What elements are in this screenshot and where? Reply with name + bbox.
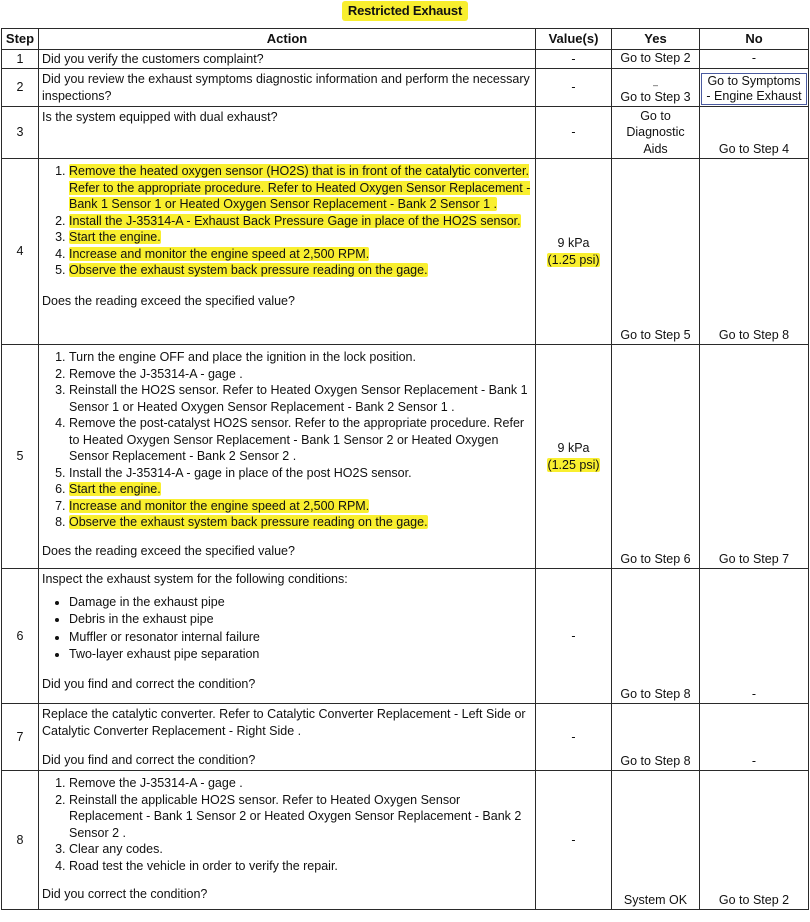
step-action (39, 771, 536, 910)
step-action (39, 345, 536, 569)
step-number: 1 (2, 50, 39, 69)
no-cell: Go to Step 8 (700, 159, 809, 345)
list-item: 1. Turn the engine OFF and place the ignition in the lock position. (69, 349, 532, 366)
no-cell: Go to Step 4 (700, 107, 809, 159)
list-item: • Damage in the exhaust pipe (69, 594, 532, 611)
step-value (536, 159, 612, 345)
condition-list (42, 594, 532, 663)
list-item: 2. Install the J-35314-A - Exhaust Back Pressure Gage in place of the HO2S sensor. (69, 213, 532, 230)
header-action: Action (39, 29, 536, 50)
step-value: - (536, 69, 612, 107)
yes-cell: Go to Step 6 (612, 345, 700, 569)
no-cell: Go to Step 2 (700, 771, 809, 910)
step-value: - (536, 569, 612, 704)
step-value: - (536, 704, 612, 771)
document-title: Restricted Exhaust (342, 1, 468, 21)
step-value: - (536, 771, 612, 910)
list-item: 8. Observe the exhaust system back pressure reading on the gage. (69, 514, 532, 531)
step-number: 6 (2, 569, 39, 704)
step-question: Does the reading exceed the specified value? (42, 543, 295, 558)
step-action (39, 159, 536, 345)
no-cell: Go to Step 7 (700, 345, 809, 569)
header-yes: Yes (612, 29, 700, 50)
yes-cell: System OK (612, 771, 700, 910)
header-values: Value(s) (536, 29, 612, 50)
step-value: - (536, 50, 612, 69)
step-value: - (536, 107, 612, 159)
step-number: 5 (2, 345, 39, 569)
no-cell (700, 69, 809, 107)
step-value (536, 345, 612, 569)
step-question: Does the reading exceed the specified value? (42, 293, 295, 308)
list-item: 4. Increase and monitor the engine speed at 2,500 RPM. (69, 246, 532, 263)
list-item: 5. Install the J-35314-A - gage in place of the post HO2S sensor. (69, 465, 532, 482)
list-item: 1. Remove the J-35314-A - gage . (69, 775, 532, 792)
step-action (39, 569, 536, 704)
list-item: • Two-layer exhaust pipe separation (69, 646, 532, 663)
step-number: 3 (2, 107, 39, 159)
header-no: No (700, 29, 809, 50)
step-question: Did you review the exhaust symptoms diagnostic information and perform the necessary inspections? (39, 69, 536, 107)
list-item: 7. Increase and monitor the engine speed at 2,500 RPM. (69, 498, 532, 515)
step-procedure-list (42, 775, 532, 874)
step-question: Is the system equipped with dual exhaust? (39, 107, 536, 159)
step-action (39, 704, 536, 771)
step-number: 8 (2, 771, 39, 910)
yes-link: Go to Step 3 (620, 89, 691, 104)
step-intro: Replace the catalytic converter. Refer to Catalytic Converter Replacement - Left Side or Catalytic Converter Replacement - Right Side . (42, 707, 526, 738)
table-row (2, 107, 809, 159)
step-question: Did you find and correct the condition? (42, 676, 256, 691)
list-item: 2. Reinstall the applicable HO2S sensor. Refer to Heated Oxygen Sensor Replacement - Bank 1 Sensor 2 or Heated Oxygen Sensor Replacement - Bank 2 Sensor 2 . (69, 792, 532, 842)
table-row (2, 345, 809, 569)
title-wrap (0, 0, 810, 21)
yes-cell: Go to Step 5 (612, 159, 700, 345)
step-question: Did you correct the condition? (42, 887, 208, 901)
list-item: 1. Remove the heated oxygen sensor (HO2S) that is in front of the catalytic converter. Refer to the appropriate procedure. Refer to Heated Oxygen Sensor Replacement - Bank 1 Sensor 1 or Heated Oxygen Sensor Replacement - Bank 2 Sensor 1 . (69, 163, 532, 213)
list-item: • Debris in the exhaust pipe (69, 611, 532, 628)
list-item: 3. Start the engine. (69, 229, 532, 246)
list-item: 3. Clear any codes. (69, 841, 532, 858)
no-cell: - (700, 50, 809, 69)
yes-cell: Go to Step 2 (612, 50, 700, 69)
yes-cell: Go to Step 8 (612, 704, 700, 771)
step-question: Did you verify the customers complaint? (39, 50, 536, 69)
step-number: 2 (2, 69, 39, 107)
no-cell: - (700, 704, 809, 771)
step-procedure-list (42, 163, 532, 279)
table-header-row (2, 29, 809, 50)
list-item: 4. Remove the post-catalyst HO2S sensor. Refer to the appropriate procedure. Refer to Heated Oxygen Sensor Replacement - Bank 1 Sensor 2 or Heated Oxygen Sensor Replacement - Bank 2 Sensor 2 . (69, 415, 532, 465)
value-psi: (1.25 psi) (547, 457, 600, 472)
list-item: 5. Observe the exhaust system back pressure reading on the gage. (69, 262, 532, 279)
list-item: 3. Reinstall the HO2S sensor. Refer to Heated Oxygen Sensor Replacement - Bank 1 Sensor 1 or Heated Oxygen Sensor Replacement - Bank 2 Sensor 1 . (69, 382, 532, 415)
yes-cell: Go to Step 8 (612, 569, 700, 704)
yes-tick-mark: – (652, 79, 658, 90)
list-item: • Muffler or resonator internal failure (69, 629, 532, 646)
step-intro: Inspect the exhaust system for the following conditions: (42, 572, 348, 586)
table-row (2, 159, 809, 345)
value-kpa: 9 kPa (557, 236, 590, 250)
header-step: Step (2, 29, 39, 50)
value-psi: (1.25 psi) (547, 252, 600, 267)
step-procedure-list (42, 349, 532, 531)
yes-cell (612, 69, 700, 107)
diagnostic-table (1, 28, 809, 910)
table-row (2, 69, 809, 107)
yes-cell: Go to Diagnostic Aids (612, 107, 700, 159)
table-row (2, 50, 809, 69)
value-kpa: 9 kPa (557, 441, 590, 455)
list-item: 2. Remove the J-35314-A - gage . (69, 366, 532, 383)
table-row (2, 569, 809, 704)
symptoms-link[interactable]: Go to Symptoms - Engine Exhaust (701, 73, 807, 105)
table-row (2, 704, 809, 771)
list-item: 6. Start the engine. (69, 481, 532, 498)
table-row (2, 771, 809, 910)
step-number: 7 (2, 704, 39, 771)
list-item: 4. Road test the vehicle in order to verify the repair. (69, 858, 532, 875)
step-number: 4 (2, 159, 39, 345)
no-cell: - (700, 569, 809, 704)
step-question: Did you find and correct the condition? (42, 753, 256, 767)
